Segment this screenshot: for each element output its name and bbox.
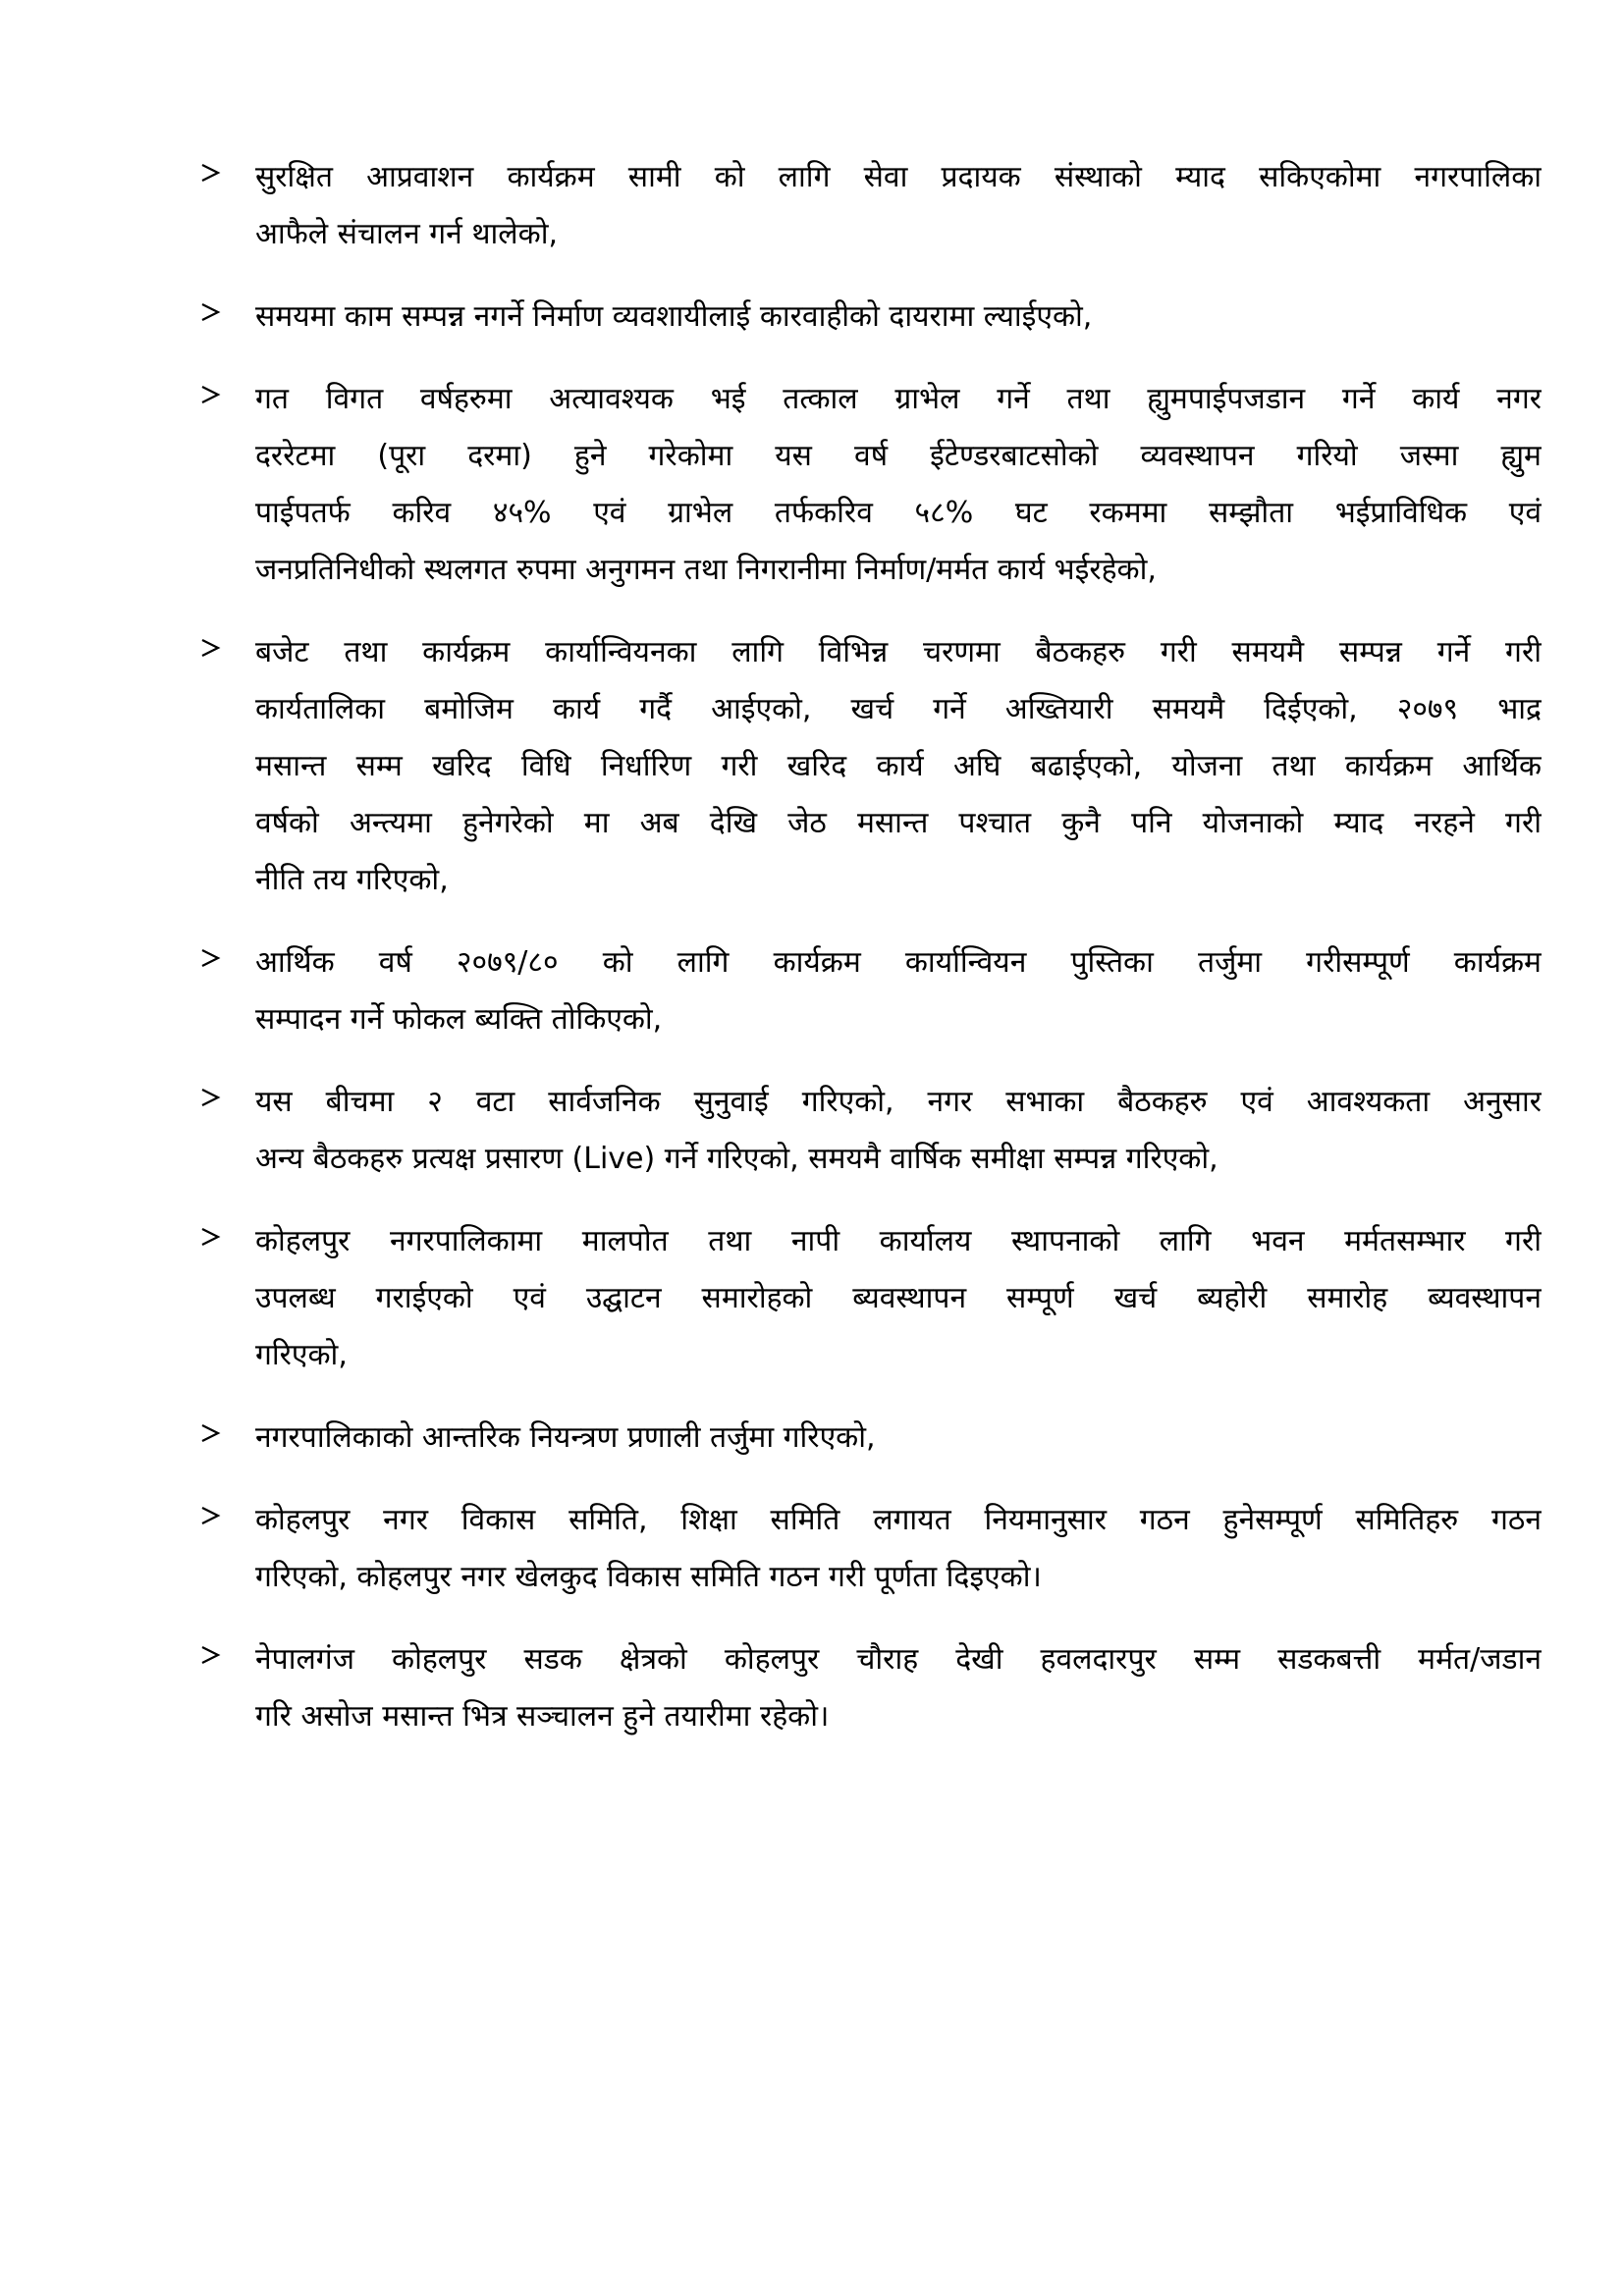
bullet-item bbox=[196, 934, 1542, 1048]
arrowhead-bullet-icon bbox=[196, 1635, 224, 1675]
bullet-text-line: उपलब्ध गराईएको एवं उद्घाटन समारोहको ब्यवस्थापन सम्पूर्ण खर्च ब्यहोरी समारोह ब्यवस्थापन bbox=[255, 1281, 1542, 1315]
bullet-text-line: नगरपालिकाको आन्तरिक नियन्त्रण प्रणाली तर्जुमा गरिएको, bbox=[255, 1420, 876, 1455]
bullet-text-line: दररेटमा (पूरा दरमा) हुने गरेकोमा यस वर्ष ईटेण्डरबाटसोको व्यवस्थापन गरियो जस्मा ह्युम bbox=[255, 439, 1542, 473]
bullet-text-line: मसान्त सम्म खरिद विधि निर्धारिण गरी खरिद कार्य अघि बढाईएको, योजना तथा कार्यक्रम आर्थिक bbox=[255, 749, 1542, 783]
arrowhead-bullet-icon bbox=[196, 153, 224, 192]
bullet-item bbox=[196, 371, 1542, 599]
bullet-text-line: कार्यतालिका बमोजिम कार्य गर्दै आईएको, खर्च गर्ने अख्तियारी समयमै दिईएको, २०७९ भाद्र bbox=[255, 692, 1542, 726]
bullet-text-line: गत विगत वर्षहरुमा अत्यावश्यक भई तत्काल ग्राभेल गर्ने तथा ह्युमपाईपजडान गर्ने कार्य नगर bbox=[255, 382, 1542, 416]
bullet-text-line: गरिएको, कोहलपुर नगर खेलकुद विकास समिति गठन गरी पूर्णता दिइएको। bbox=[255, 1560, 1042, 1594]
bullet-text-line: गरिएको, bbox=[255, 1338, 348, 1372]
bullet-text-line: कोहलपुर नगर विकास समिति, शिक्षा समिति लगायत नियमानुसार गठन हुनेसम्पूर्ण समितिहरु गठन bbox=[255, 1503, 1542, 1537]
bullet-text-line: आफैले संचालन गर्न थालेको, bbox=[255, 217, 558, 251]
bullet-text-line: गरि असोज मसान्त भित्र सञ्चालन हुने तयारीमा रहेको। bbox=[255, 1699, 830, 1734]
arrowhead-bullet-icon bbox=[196, 293, 224, 332]
arrowhead-bullet-icon bbox=[196, 938, 224, 978]
bullet-item bbox=[196, 624, 1542, 909]
bullet-text-line: समयमा काम सम्पन्न नगर्ने निर्माण व्यवशायीलाई कारवाहीको दायरामा ल्याईएको, bbox=[255, 299, 1093, 334]
bullet-text-line: वर्षको अन्त्यमा हुनेगरेको मा अब देखि जेठ मसान्त पश्चात कुनै पनि योजनाको म्याद नरहने गरी bbox=[255, 806, 1542, 840]
bullet-item bbox=[196, 1213, 1542, 1384]
bullet-item bbox=[196, 1074, 1542, 1188]
bullet-item bbox=[196, 1410, 1542, 1467]
bullet-text-line: यस बीचमा २ वटा सार्वजनिक सुनुवाई गरिएको, नगर सभाका बैठकहरु एवं आवश्यकता अनुसार bbox=[255, 1085, 1542, 1119]
arrowhead-bullet-icon bbox=[196, 1078, 224, 1117]
arrowhead-bullet-icon bbox=[196, 1217, 224, 1256]
bullet-item bbox=[196, 289, 1542, 346]
arrowhead-bullet-icon bbox=[196, 1414, 224, 1453]
bullet-item bbox=[196, 149, 1542, 263]
bullet-text-line: नेपालगंज कोहलपुर सडक क्षेत्रको कोहलपुर चौराह देखी हवलदारपुर सम्म सडकबत्ती मर्मत/जडान bbox=[255, 1642, 1542, 1677]
bullet-text-line: सुरक्षित आप्रवाशन कार्यक्रम सामी को लागि सेवा प्रदायक संस्थाको म्याद सकिएकोमा नगरपालिका bbox=[255, 160, 1542, 194]
arrowhead-bullet-icon bbox=[196, 628, 224, 667]
bullet-text-line: आर्थिक वर्ष २०७९/८० को लागि कार्यक्रम कार्यान्वियन पुस्तिका तर्जुमा गरीसम्पूर्ण कार्यक्रम bbox=[255, 945, 1542, 980]
bullet-text-line: बजेट तथा कार्यक्रम कार्यान्वियनका लागि विभिन्न चरणमा बैठकहरु गरी समयमै सम्पन्न गर्ने गरी bbox=[255, 635, 1542, 669]
arrowhead-bullet-icon bbox=[196, 1496, 224, 1535]
bullet-text-line: नीति तय गरिएको, bbox=[255, 863, 449, 897]
bullet-text-line: कोहलपुर नगरपालिकामा मालपोत तथा नापी कार्यालय स्थापनाको लागि भवन मर्मतसम्भार गरी bbox=[255, 1224, 1542, 1258]
bullet-text-line: पाईपतर्फ करिव ४५% एवं ग्राभेल तर्फकरिव ५८% घट रकममा सम्झौता भईप्राविधिक एवं bbox=[255, 496, 1542, 530]
bullet-text-line: जनप्रतिनिधीको स्थलगत रुपमा अनुगमन तथा निगरानीमा निर्माण/मर्मत कार्य भईरहेको, bbox=[255, 553, 1157, 587]
bullet-item bbox=[196, 1492, 1542, 1606]
bullet-list bbox=[196, 149, 1542, 1771]
bullet-item bbox=[196, 1631, 1542, 1745]
bullet-text-line: सम्पादन गर्ने फोकल ब्यक्ति तोकिएको, bbox=[255, 1002, 663, 1037]
arrowhead-bullet-icon bbox=[196, 375, 224, 414]
bullet-text-line: अन्य बैठकहरु प्रत्यक्ष प्रसारण (Live) गर्ने गरिएको, समयमै वार्षिक समीक्षा सम्पन्न गरिएको, bbox=[255, 1142, 1218, 1176]
